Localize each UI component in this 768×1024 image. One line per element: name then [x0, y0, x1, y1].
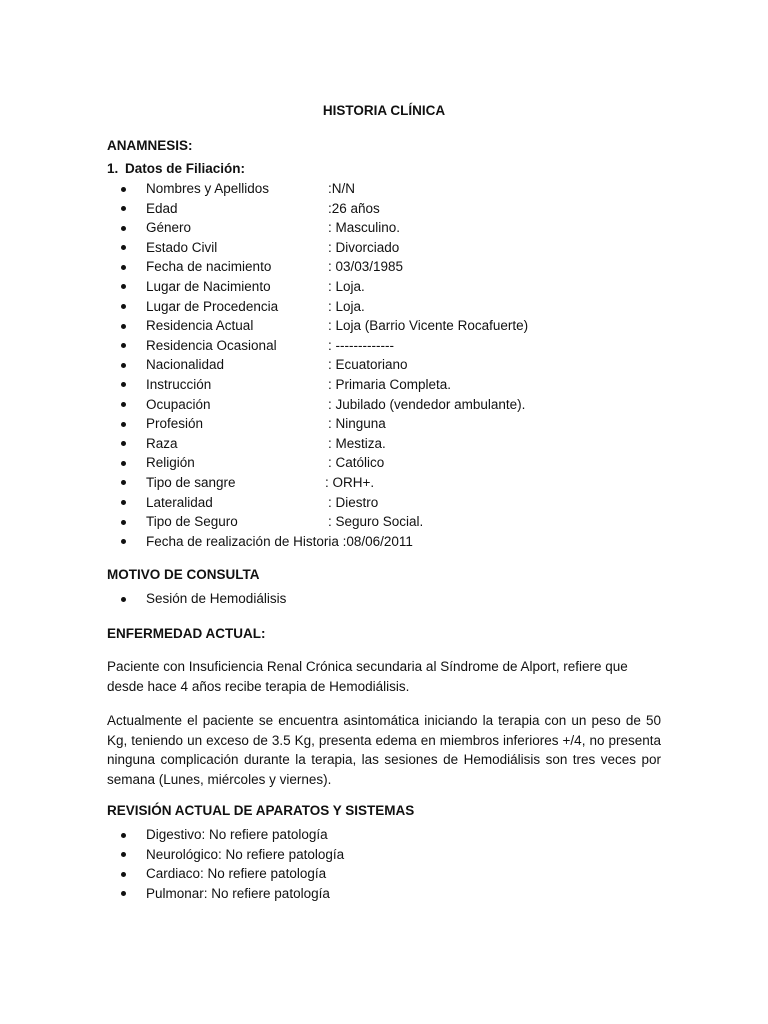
bullet-icon — [121, 833, 126, 838]
bullet-icon — [121, 304, 126, 309]
bullet-icon — [121, 382, 126, 387]
enfermedad-paragraph-2: Actualmente el paciente se encuentra asintomática iniciando la terapia con un peso de 50 Kg, teniendo un exceso de 3.5 Kg, presenta edema en miembros inferiores +/4, no presenta ninguna complicación durante la terapia, las sesiones de Hemodiálisis son tres veces por semana (Lunes, miércoles y viernes). — [107, 713, 661, 787]
field-label: Género — [146, 220, 192, 236]
field-label: Edad — [146, 200, 178, 216]
field-value: :26 años — [328, 200, 380, 216]
field-value: : 03/03/1985 — [328, 259, 404, 275]
bullet-icon — [121, 402, 126, 407]
field-label: Raza — [146, 435, 178, 451]
field-label: Tipo de sangre — [146, 474, 236, 490]
filiacion-heading-text: Datos de Filiación: — [125, 161, 246, 176]
bullet-icon — [121, 324, 126, 329]
bullet-icon — [121, 422, 126, 427]
bullet-icon — [121, 539, 126, 544]
bullet-icon — [121, 891, 126, 896]
field-label: Religión — [146, 455, 195, 471]
bullet-icon — [121, 187, 126, 192]
field-value: : Ninguna — [328, 416, 386, 432]
field-label: Nombres y Apellidos — [146, 181, 270, 196]
field-value: : Loja. — [328, 298, 365, 314]
bullet-icon — [121, 461, 126, 466]
field-label: Lugar de Procedencia — [146, 298, 279, 314]
field-label: Fecha de nacimiento — [146, 259, 272, 275]
bullet-icon — [121, 597, 126, 602]
enfermedad-heading: ENFERMEDAD ACTUAL: — [107, 626, 266, 641]
bullet-icon — [121, 520, 126, 525]
bullet-icon — [121, 245, 126, 250]
bullet-icon — [121, 363, 126, 368]
field-value: : ------------- — [328, 337, 394, 353]
filiacion-number: 1. — [107, 161, 119, 176]
revision-item: Cardiaco: No refiere patología — [146, 866, 327, 882]
revision-heading: REVISIÓN ACTUAL DE APARATOS Y SISTEMAS — [107, 803, 415, 818]
document-title: HISTORIA CLÍNICA — [322, 103, 446, 118]
field-fecha-historia: Fecha de realización de Historia :08/06/2011 — [146, 533, 413, 549]
field-value: : ORH+. — [325, 474, 375, 490]
field-label: Ocupación — [146, 396, 211, 412]
revision-item: Digestivo: No refiere patología — [146, 827, 328, 842]
field-label: Profesión — [146, 416, 204, 432]
bullet-icon — [121, 265, 126, 270]
field-label: Nacionalidad — [146, 357, 225, 373]
field-label: Lateralidad — [146, 494, 213, 510]
bullet-icon — [121, 480, 126, 485]
field-value: : Divorciado — [328, 239, 400, 255]
bullet-icon — [121, 226, 126, 231]
field-value: :N/N — [328, 181, 355, 196]
field-value: : Diestro — [328, 494, 379, 510]
motivo-heading: MOTIVO DE CONSULTA — [107, 567, 260, 582]
bullet-icon — [121, 500, 126, 505]
bullet-icon — [121, 872, 126, 877]
filiacion-heading — [107, 161, 245, 176]
bullet-icon — [121, 206, 126, 211]
bullet-icon — [121, 852, 126, 857]
field-value: : Masculino. — [328, 220, 401, 236]
field-value: : Jubilado (vendedor ambulante). — [328, 396, 526, 412]
bullet-icon — [121, 284, 126, 289]
field-value: : Ecuatoriano — [328, 357, 408, 373]
field-value: : Católico — [328, 455, 385, 471]
field-value: : Seguro Social. — [328, 514, 424, 530]
bullet-icon — [121, 441, 126, 446]
enfermedad-paragraph-1: Paciente con Insuficiencia Renal Crónica secundaria al Síndrome de Alport, refiere que desde hace 4 años recibe terapia de Hemodiálisis. — [107, 659, 628, 694]
field-value: : Loja. — [328, 278, 365, 294]
field-label: Instrucción — [146, 376, 212, 392]
field-label: Tipo de Seguro — [146, 514, 238, 530]
revision-item: Neurológico: No refiere patología — [146, 846, 345, 862]
field-label: Residencia Ocasional — [146, 337, 277, 353]
field-value: : Primaria Completa. — [328, 376, 452, 392]
field-value: : Loja (Barrio Vicente Rocafuerte) — [328, 318, 529, 334]
field-value: : Mestiza. — [328, 435, 386, 451]
field-label: Lugar de Nacimiento — [146, 278, 271, 294]
field-label: Estado Civil — [146, 239, 218, 255]
anamnesis-heading: ANAMNESIS: — [107, 138, 193, 153]
bullet-icon — [121, 343, 126, 348]
motivo-item: Sesión de Hemodiálisis — [146, 591, 287, 606]
revision-item: Pulmonar: No refiere patología — [146, 885, 330, 901]
field-label: Residencia Actual — [146, 318, 254, 334]
